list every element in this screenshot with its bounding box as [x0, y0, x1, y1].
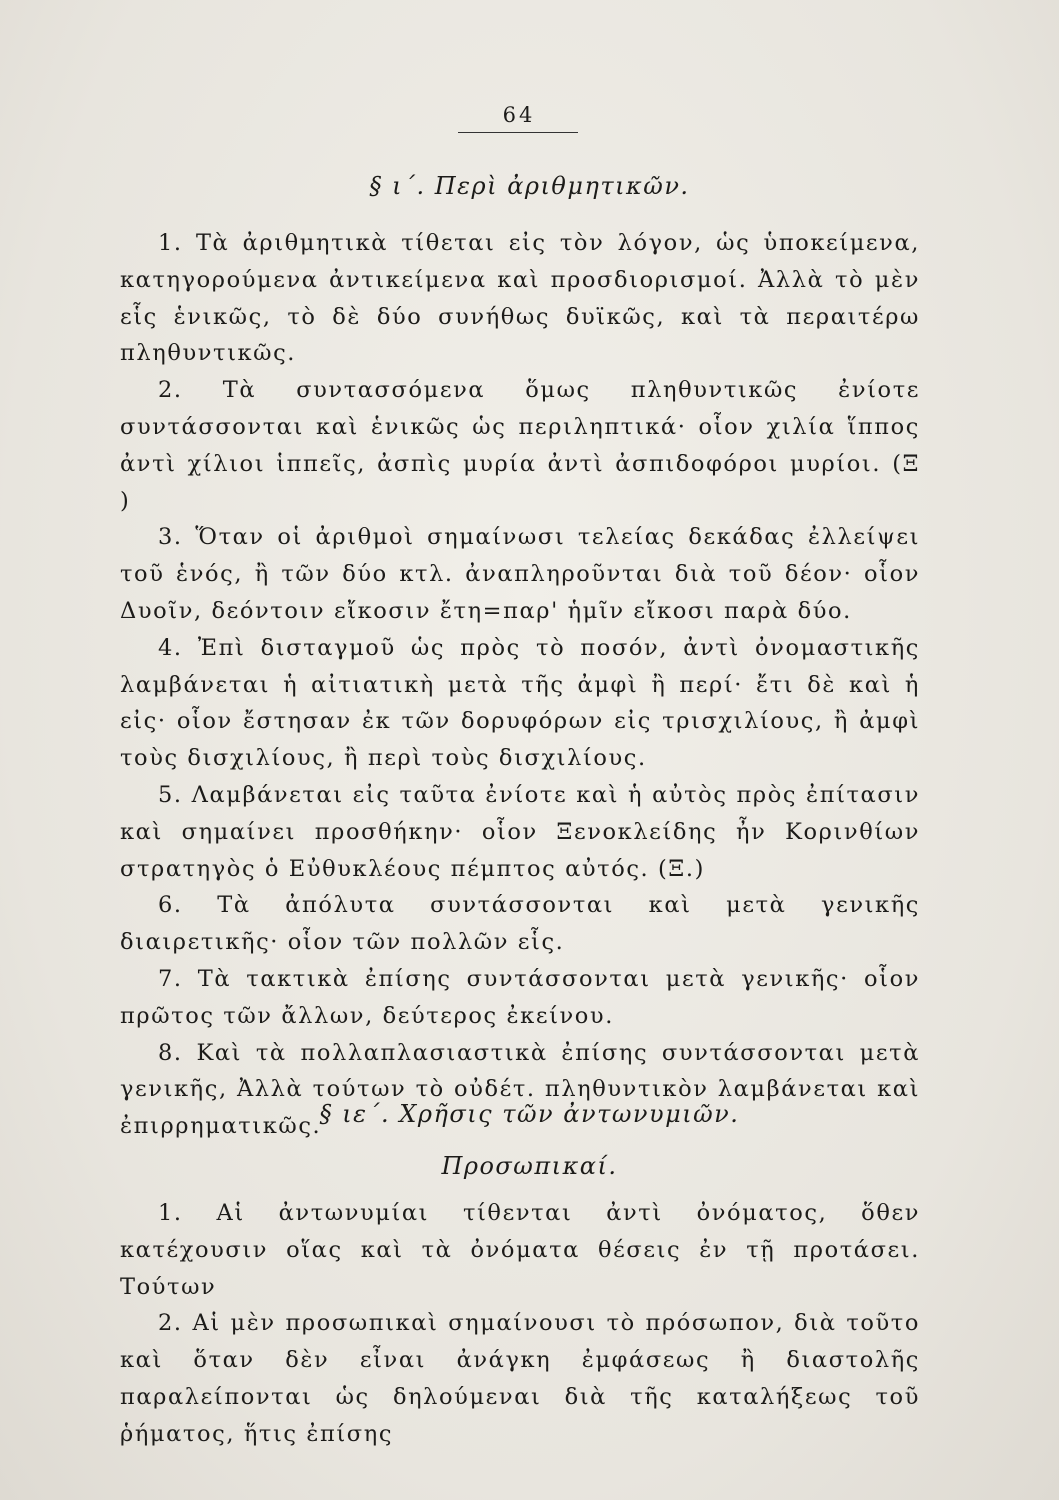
paragraph-3: 3. Ὅταν οἱ ἀριθμοὶ σημαίνωσι τελείας δεκάδας ἐλλείψει τοῦ ἑνός, ἢ τῶν δύο κτλ. ἀναπληροῦνται διὰ τοῦ δέον· οἷον Δυοῖν, δεόντοιν εἴκοσιν ἔτη=παρ' ἡμῖν εἴκοσι παρὰ δύο.	[120, 524, 920, 624]
section-heading-pronouns: § ιε΄. Χρῆσις τῶν ἀντωνυμιῶν.	[319, 1100, 740, 1128]
pronoun-paragraph-1: 1. Αἱ ἀντωνυμίαι τίθενται ἀντὶ ὀνόματος, ὅθεν κατέχουσιν οἵας καὶ τὰ ὀνόματα θέσεις ἐν τῇ προτάσει. Τούτων	[120, 1200, 920, 1300]
subheading-personal: Προσωπικαί.	[441, 1152, 618, 1180]
section-body-numerals	[120, 225, 920, 1145]
page-number: 64	[502, 103, 536, 127]
pronoun-paragraph-2: 2. Αἱ μὲν προσωπικαὶ σημαίνουσι τὸ πρόσωπον, διὰ τοῦτο καὶ ὅταν δὲν εἶναι ἀνάγκη ἐμφάσεως ἢ διαστολῆς παραλείπονται ὡς δηλούμεναι διὰ τῆς καταλήξεως τοῦ ῥήματος, ἥτις ἐπίσης	[120, 1310, 920, 1447]
paragraph-4: 4. Ἐπὶ δισταγμοῦ ὡς πρὸς τὸ ποσόν, ἀντὶ ὀνομαστικῆς λαμβάνεται ἡ αἰτιατικὴ μετὰ τῆς ἀμφὶ ἢ περί· ἔτι δὲ καὶ ἡ εἰς· οἷον ἔστησαν ἐκ τῶν δορυφόρων εἰς τρισχιλίους, ἢ ἀμφὶ τοὺς δισχιλίους, ἢ περὶ τοὺς δισχιλίους.	[120, 634, 920, 772]
section-body-pronouns	[120, 1195, 920, 1453]
paragraph-7: 7. Τὰ τακτικὰ ἐπίσης συντάσσονται μετὰ γενικῆς· οἷον πρῶτος τῶν ἄλλων, δεύτερος ἐκείνου.	[120, 965, 920, 1029]
page-number-rule	[458, 132, 578, 133]
paragraph-6: 6. Τὰ ἀπόλυτα συντάσσονται καὶ μετὰ γενικῆς διαιρετικῆς· οἷον τῶν πολλῶν εἷς.	[120, 892, 920, 956]
section-heading-numerals: § ι΄. Περὶ ἀριθμητικῶν.	[369, 172, 690, 200]
paragraph-2: 2. Τὰ συντασσόμενα ὅμως πληθυντικῶς ἐνίοτε συντάσσονται καὶ ἑνικῶς ὡς περιληπτικά· οἷον χιλία ἵππος ἀντὶ χίλιοι ἱππεῖς, ἀσπὶς μυρία ἀντὶ ἀσπιδοφόροι μυρίοι. (Ξ )	[120, 377, 920, 514]
paragraph-5: 5. Λαμβάνεται εἰς ταῦτα ἐνίοτε καὶ ἡ αὐτὸς πρὸς ἐπίτασιν καὶ σημαίνει προσθήκην· οἷον Ξενοκλείδης ἦν Κορινθίων στρατηγὸς ὁ Εὐθυκλέους πέμπτος αὐτός. (Ξ.)	[120, 781, 920, 882]
paragraph-1: 1. Τὰ ἀριθμητικὰ τίθεται εἰς τὸν λόγον, ὡς ὑποκείμενα, κατηγορούμενα ἀντικείμενα καὶ προσδιορισμοί. Ἀλλὰ τὸ μὲν εἷς ἑνικῶς, τὸ δὲ δύο συνήθως δυϊκῶς, καὶ τὰ περαιτέρω πληθυντικῶς.	[120, 230, 920, 367]
paragraph-8: 8. Καὶ τὰ πολλαπλασιαστικὰ ἐπίσης συντάσσονται μετὰ γενικῆς, Ἀλλὰ τούτων τὸ οὐδέτ. πληθυντικὸν λαμβάνεται καὶ ἐπιρρηματικῶς.	[120, 1039, 920, 1140]
